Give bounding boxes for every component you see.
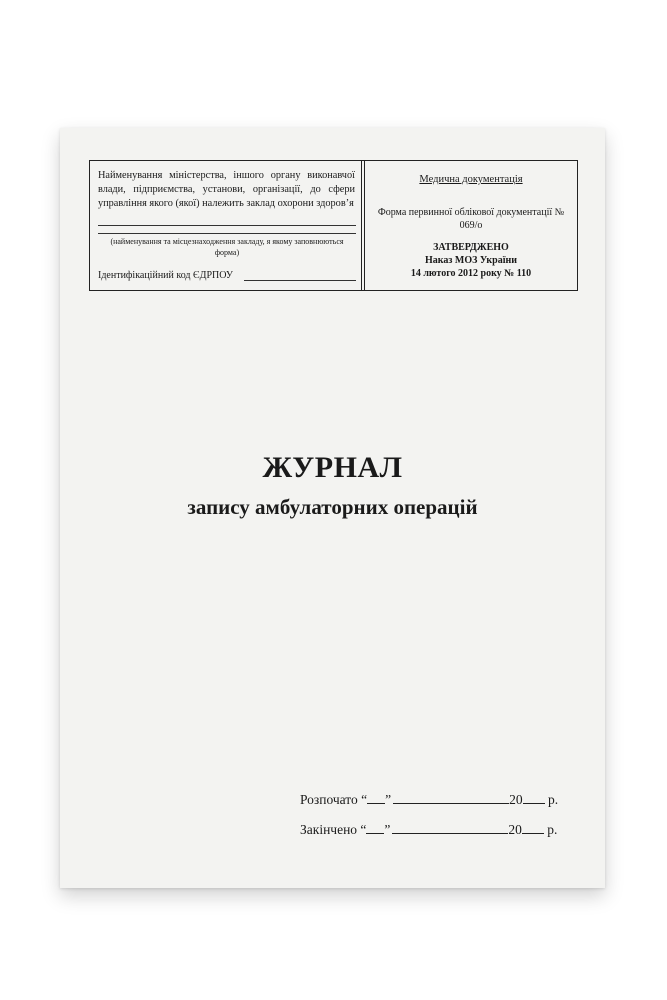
header-box: [89, 160, 578, 291]
form-name: Форма первинної облікової документації № 069/о: [377, 207, 565, 231]
institution-section: [90, 161, 361, 290]
finished-date-row: [300, 821, 557, 838]
century: 20: [509, 792, 523, 807]
year-blank: [523, 791, 545, 804]
approved-date: 14 лютого 2012 року № 110: [410, 268, 532, 279]
day-blank: [366, 821, 384, 834]
journal-title: ЖУРНАЛ: [262, 451, 403, 484]
edrpou-field-line: [244, 280, 356, 281]
year-suffix: р.: [547, 822, 558, 837]
medical-documentation-label: Медична документація: [419, 174, 523, 185]
approved-title: ЗАТВЕРДЖЕНО: [433, 242, 509, 253]
location-note: (найменування та місцезнаходження закладу, я якому заповнюються форма): [110, 237, 344, 257]
month-blank: [392, 821, 508, 834]
century: 20: [508, 822, 522, 837]
month-blank: [393, 791, 509, 804]
approved-order: Наказ МОЗ України: [424, 255, 518, 266]
close-quote: ”: [385, 792, 392, 807]
journal-cover: [60, 128, 605, 888]
started-date-row: [300, 791, 558, 808]
approval-block: [365, 241, 577, 280]
ministry-text: Найменування міністерства, іншого органу виконавчої влади, підприємства, установи, організації, до сфери управління якого (якої) належить заклад охорони здоров’я: [98, 170, 355, 209]
finished-label: Закінчено: [300, 822, 358, 837]
form-info-section: [365, 161, 577, 290]
edrpou-label: Ідентифікаційний код ЄДРПОУ: [98, 270, 233, 281]
close-quote: ”: [384, 822, 391, 837]
institution-name-line: [98, 225, 356, 226]
open-quote: “: [361, 792, 368, 807]
year-blank: [522, 821, 544, 834]
day-blank: [367, 791, 385, 804]
started-label: Розпочато: [300, 792, 358, 807]
year-suffix: р.: [548, 792, 559, 807]
institution-address-line: [98, 233, 356, 234]
open-quote: “: [360, 822, 367, 837]
journal-subtitle: запису амбулаторних операцій: [187, 495, 478, 519]
